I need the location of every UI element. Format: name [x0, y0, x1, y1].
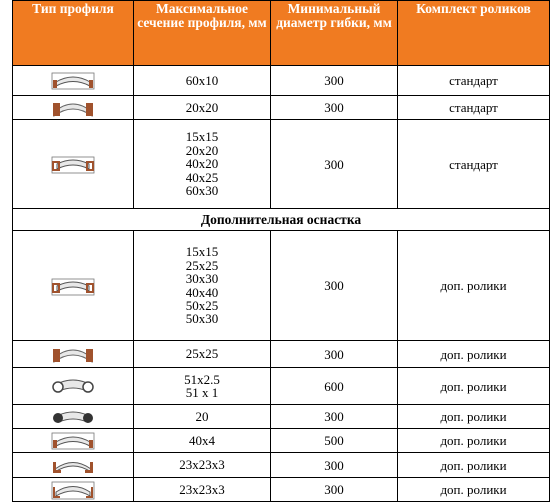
profile-type-cell: [13, 429, 134, 453]
section-size: 40х20: [185, 156, 219, 172]
max-section-cell: [134, 341, 271, 368]
section-size: 15х15: [185, 244, 219, 260]
round-bar-profile-icon: [13, 406, 133, 428]
table-row: [13, 368, 550, 405]
table-row: [13, 478, 550, 502]
table-row: [13, 341, 550, 368]
profile-spec-table: [12, 0, 550, 502]
min-diameter-cell: 300: [271, 453, 398, 478]
section-size: 51х2.5: [184, 371, 220, 387]
roller-set-cell: доп. ролики: [398, 478, 550, 502]
roller-set-cell: доп. ролики: [398, 368, 550, 405]
round-tube-profile-icon: [13, 375, 133, 397]
section-size: 20х20: [185, 142, 219, 158]
max-section-cell: [134, 96, 271, 120]
profile-type-cell: [13, 96, 134, 120]
min-diameter-cell: 300: [271, 341, 398, 368]
max-section-cell: [134, 120, 271, 209]
section-size: 23х23х3: [179, 481, 225, 497]
roller-set-cell: стандарт: [398, 120, 550, 209]
square-tube-profile-icon: [13, 275, 133, 297]
section-size: 40х40: [185, 284, 219, 300]
profile-type-cell: [13, 120, 134, 209]
roller-set-cell: доп. ролики: [398, 231, 550, 341]
section-size: 51 х 1: [185, 385, 219, 400]
section-size: 40х4: [189, 432, 215, 448]
square-bar-profile-icon: [13, 343, 133, 365]
table-row: [13, 231, 550, 341]
min-diameter-cell: 300: [271, 231, 398, 341]
min-diameter-cell: 300: [271, 405, 398, 429]
header-min-diameter: Минимальный диаметр гибки, мм: [271, 1, 398, 66]
flat-bar-profile-icon: [13, 430, 133, 452]
section-size: 23х23х3: [179, 457, 225, 473]
flat-bar-profile-icon: [13, 70, 133, 92]
angle-profile-icon: [13, 454, 133, 476]
table-row: [13, 96, 550, 120]
square-bar-profile-icon: [13, 97, 133, 119]
max-section-cell: [134, 478, 271, 502]
square-tube-profile-icon: [13, 153, 133, 175]
section-title: Дополнительная оснастка: [13, 209, 550, 231]
section-size: 50х30: [185, 311, 219, 327]
max-section-cell: [134, 368, 271, 405]
min-diameter-cell: 600: [271, 368, 398, 405]
section-size: 30х30: [185, 271, 219, 287]
section-row: [13, 209, 550, 231]
angle-inner-profile-icon: [13, 479, 133, 501]
table-row: [13, 429, 550, 453]
roller-set-cell: доп. ролики: [398, 341, 550, 368]
profile-type-cell: [13, 478, 134, 502]
max-section-cell: [134, 231, 271, 341]
max-section-cell: [134, 429, 271, 453]
min-diameter-cell: 300: [271, 96, 398, 120]
table-row: [13, 120, 550, 209]
max-section-cell: [134, 405, 271, 429]
profile-type-cell: [13, 231, 134, 341]
section-size: 40х25: [185, 169, 219, 185]
min-diameter-cell: 300: [271, 66, 398, 96]
roller-set-cell: стандарт: [398, 96, 550, 120]
section-size: 20х20: [185, 99, 219, 115]
roller-set-cell: стандарт: [398, 66, 550, 96]
table-row: [13, 405, 550, 429]
section-size: 60х30: [185, 183, 219, 199]
table-body: [13, 66, 550, 502]
roller-set-cell: доп. ролики: [398, 405, 550, 429]
profile-type-cell: [13, 66, 134, 96]
profile-type-cell: [13, 368, 134, 405]
roller-set-cell: доп. ролики: [398, 453, 550, 478]
profile-type-cell: [13, 405, 134, 429]
section-size: 20: [195, 408, 209, 424]
min-diameter-cell: 500: [271, 429, 398, 453]
header-max-section: Максимальное сечение профиля, мм: [134, 1, 271, 66]
section-size: 60х10: [185, 72, 219, 88]
min-diameter-cell: 300: [271, 120, 398, 209]
min-diameter-cell: 300: [271, 478, 398, 502]
header-profile-type: Тип профиля: [13, 1, 134, 66]
section-size: 25х25: [185, 346, 219, 362]
profile-type-cell: [13, 453, 134, 478]
section-size: 15х15: [185, 129, 219, 145]
max-section-cell: [134, 66, 271, 96]
header-roller-set: Комплект роликов: [398, 1, 550, 66]
profile-type-cell: [13, 341, 134, 368]
table-header-row: [13, 1, 550, 66]
section-size: 25х25: [185, 257, 219, 273]
section-size: 50х25: [185, 297, 219, 313]
table-row: [13, 66, 550, 96]
roller-set-cell: доп. ролики: [398, 429, 550, 453]
max-section-cell: [134, 453, 271, 478]
table-row: [13, 453, 550, 478]
